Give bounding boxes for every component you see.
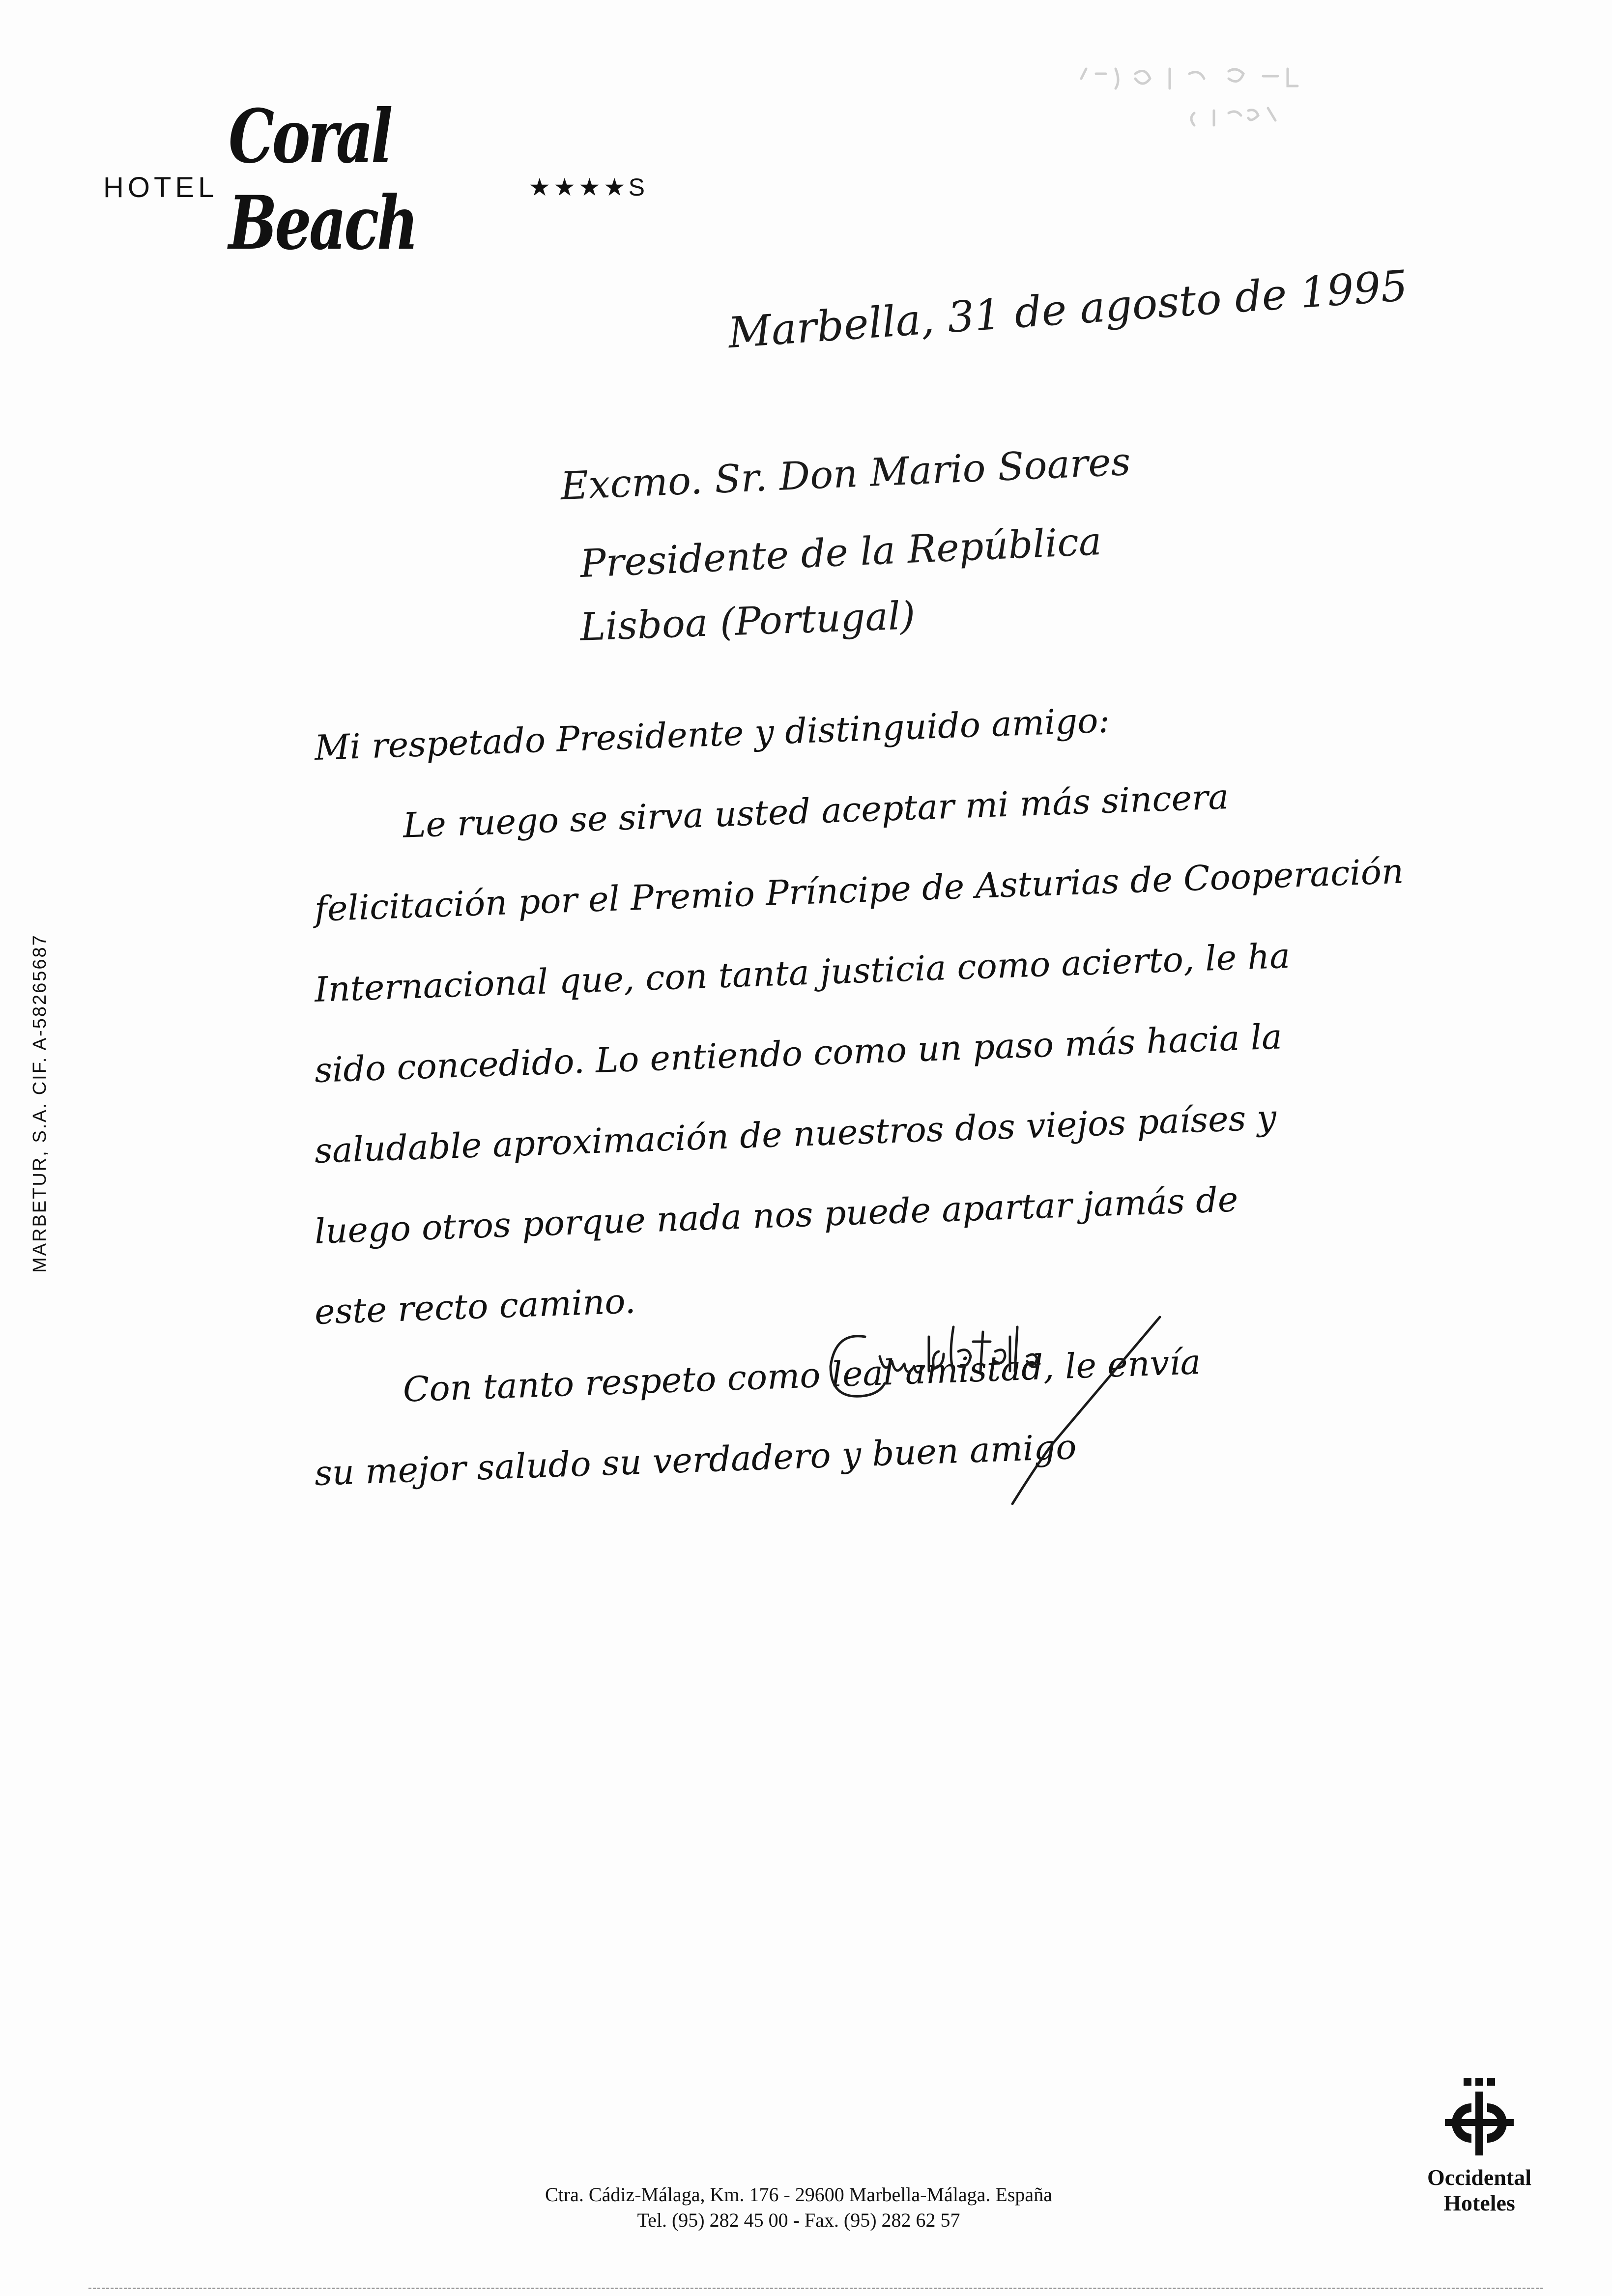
- recipient-address-line: Lisboa (Portugal): [579, 594, 916, 650]
- footer-address-line: Ctra. Cádiz-Málaga, Km. 176 - 29600 Marbella-Málaga. España: [545, 2183, 1052, 2206]
- letter-body-line: felicitación por el Premio Príncipe de Asturias de Cooperación: [314, 851, 1405, 929]
- hotel-letterhead: [103, 93, 648, 266]
- letter-closing-line: Con tanto respeto como leal amistad, le envía: [402, 1342, 1202, 1410]
- logo-text-line: Hoteles: [1443, 2190, 1515, 2215]
- handwritten-signature: [826, 1307, 1219, 1543]
- letterhead-hotel-name: Coral Beach: [229, 93, 417, 266]
- footer-address-block: [393, 2182, 1204, 2233]
- letter-salutation: Mi respetado Presidente y distinguido amigo:: [314, 700, 1111, 768]
- letter-body-line: saludable aproximación de nuestros dos viejos países y: [314, 1097, 1277, 1171]
- letterhead-hotel-word: HOTEL: [103, 171, 218, 203]
- footer-phone-line: Tel. (95) 282 45 00 - Fax. (95) 282 62 57: [637, 2209, 960, 2231]
- recipient-address-line: Presidente de la República: [579, 519, 1103, 587]
- letter-body-line: Internacional que, con tanta justicia como acierto, le ha: [314, 935, 1291, 1010]
- letter-body-line: sido concedido. Lo entiendo como un paso más hacia la: [314, 1016, 1283, 1091]
- faint-stamp-mark: [1071, 54, 1366, 152]
- side-legal-text: MARBETUR, S.A. CIF. A-58265687: [29, 934, 50, 1273]
- letter-body-line: este recto camino.: [314, 1281, 636, 1332]
- bottom-divider: [88, 2288, 1543, 2289]
- recipient-address-line: Excmo. Sr. Don Mario Soares: [559, 439, 1132, 509]
- letter-body-line: luego otros porque nada nos puede apartar jamás de: [314, 1179, 1239, 1252]
- occidental-hoteles-logo: [1406, 2074, 1553, 2216]
- logo-text-line: Occidental: [1427, 2165, 1532, 2190]
- occidental-logo-icon: [1435, 2074, 1524, 2162]
- letterhead-star-rating: ★★★★S: [528, 173, 648, 201]
- letter-body-line: Le ruego se sirva usted aceptar mi más sincera: [402, 776, 1230, 846]
- faint-stamp-icon: [1071, 54, 1366, 152]
- letter-date-line: Marbella, 31 de agosto de 1995: [726, 261, 1410, 358]
- signature-icon: [826, 1307, 1219, 1543]
- letter-closing-line: su mejor saludo su verdadero y buen amigo: [314, 1426, 1077, 1493]
